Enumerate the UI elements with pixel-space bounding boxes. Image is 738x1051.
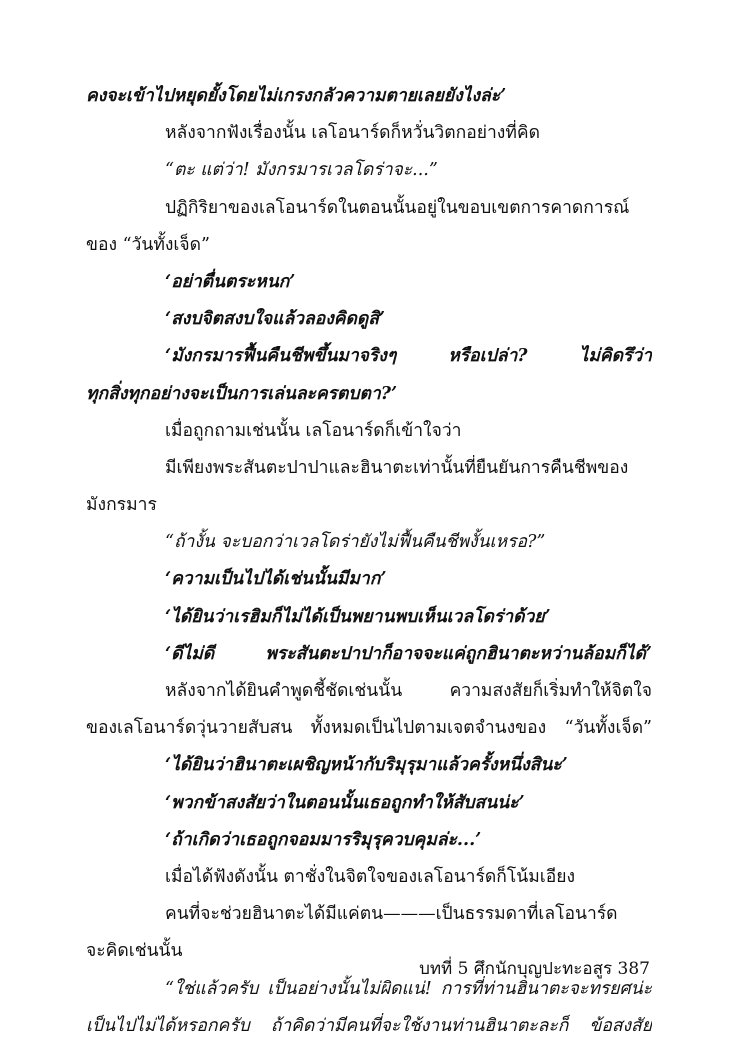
text-line-26: เป็นไปไม่ได้หรอกครับ ถ้าคิดว่ามีคนที่จะใช้งานท่านฮินาตะละก็ ข้อสงสัย xyxy=(86,1015,652,1036)
text-line-5: ของ “วันทั้งเจ็ด” xyxy=(86,234,210,255)
chapter-title: บทที่ 5 ศึกนักบุญปะทะอสูร xyxy=(419,959,613,979)
text-line-2: หลังจากฟังเรื่องนั้น เลโอนาร์ดก็หวั่นวิตกอย่างที่คิด xyxy=(165,123,540,144)
text-line-3: “ตะ แต่ว่า! มังกรมารเวลโดร่าจะ...” xyxy=(165,160,438,181)
text-line-17: หลังจากได้ยินคำพูดชี้ชัดเช่นนั้น ความสงสัยก็เริ่มทำให้จิตใจ xyxy=(165,681,652,701)
text-line-12: มังกรมาร xyxy=(86,495,157,516)
text-line-13: “ถ้างั้น จะบอกว่าเวลโดร่ายังไม่ฟื้นคืนชีพงั้นเหรอ?” xyxy=(165,532,546,553)
text-line-14: ‘ความเป็นไปได้เช่นนั้นมีมาก’ xyxy=(165,569,387,590)
text-line-9: ทุกสิ่งทุกอย่างจะเป็นการเล่นละครตบตา?’ xyxy=(86,383,398,404)
body-text xyxy=(86,78,652,1045)
page-footer xyxy=(419,954,650,984)
text-line-16: ‘ดีไม่ดี พระสันตะปาปาก็อาจจะแค่ถูกฮินาตะหว่านล้อมก็ได้’ xyxy=(165,643,652,664)
text-line-11: มีเพียงพระสันตะปาปาและฮินาตะเท่านั้นที่ยืนยันการคืนชีพของ xyxy=(165,457,629,478)
text-line-20: ‘พวกข้าสงสัยว่าในตอนนั้นเธอถูกทำให้สับสนน่ะ’ xyxy=(165,792,525,813)
text-line-23: คนที่จะช่วยฮินาตะได้มีแค่ตน———เป็นธรรมดาที่เลโอนาร์ด xyxy=(165,904,618,925)
text-line-10: เมื่อถูกถามเช่นนั้น เลโอนาร์ดก็เข้าใจว่า xyxy=(165,420,462,441)
text-line-8: ‘มังกรมารฟื้นคืนชีพขึ้นมาจริงๆ หรือเปล่า? ไม่คิดรึว่า xyxy=(165,346,652,367)
text-line-24: จะคิดเช่นนั้น xyxy=(86,941,183,962)
text-line-19: ‘ได้ยินว่าฮินาตะเผชิญหน้ากับริมุรุมาแล้วครั้งหนึ่งสินะ’ xyxy=(165,755,568,776)
text-line-7: ‘สงบจิตสงบใจแล้วลองคิดดูสิ’ xyxy=(165,309,385,330)
text-line-1: คงจะเข้าไปหยุดยั้งโดยไม่เกรงกลัวความตายเลยยังไงล่ะ’ xyxy=(86,86,507,106)
text-line-22: เมื่อได้ฟังดังนั้น ตาชั่งในจิตใจของเลโอนาร์ดก็โน้มเอียง xyxy=(165,866,576,887)
text-line-6: ‘อย่าตื่นตระหนก’ xyxy=(165,271,296,292)
page-number: 387 xyxy=(617,959,650,979)
text-line-25: “ใช่แล้วครับ เป็นอย่างนั้นไม่ผิดแน่! การที่ท่านฮินาตะจะทรยศน่ะ xyxy=(165,978,652,999)
text-line-21: ‘ถ้าเกิดว่าเธอถูกจอมมารริมุรุควบคุมล่ะ...’ xyxy=(165,829,482,850)
text-line-4: ปฏิกิริยาของเลโอนาร์ดในตอนนั้นอยู่ในขอบเขตการคาดการณ์ xyxy=(165,197,630,218)
text-line-18: ของเลโอนาร์ดวุ่นวายสับสน ทั้งหมดเป็นไปตามเจตจำนงของ “วันทั้งเจ็ด” xyxy=(86,718,652,739)
text-line-15: ‘ได้ยินว่าเรฮิมก็ไม่ได้เป็นพยานพบเห็นเวลโดร่าด้วย’ xyxy=(165,606,551,627)
